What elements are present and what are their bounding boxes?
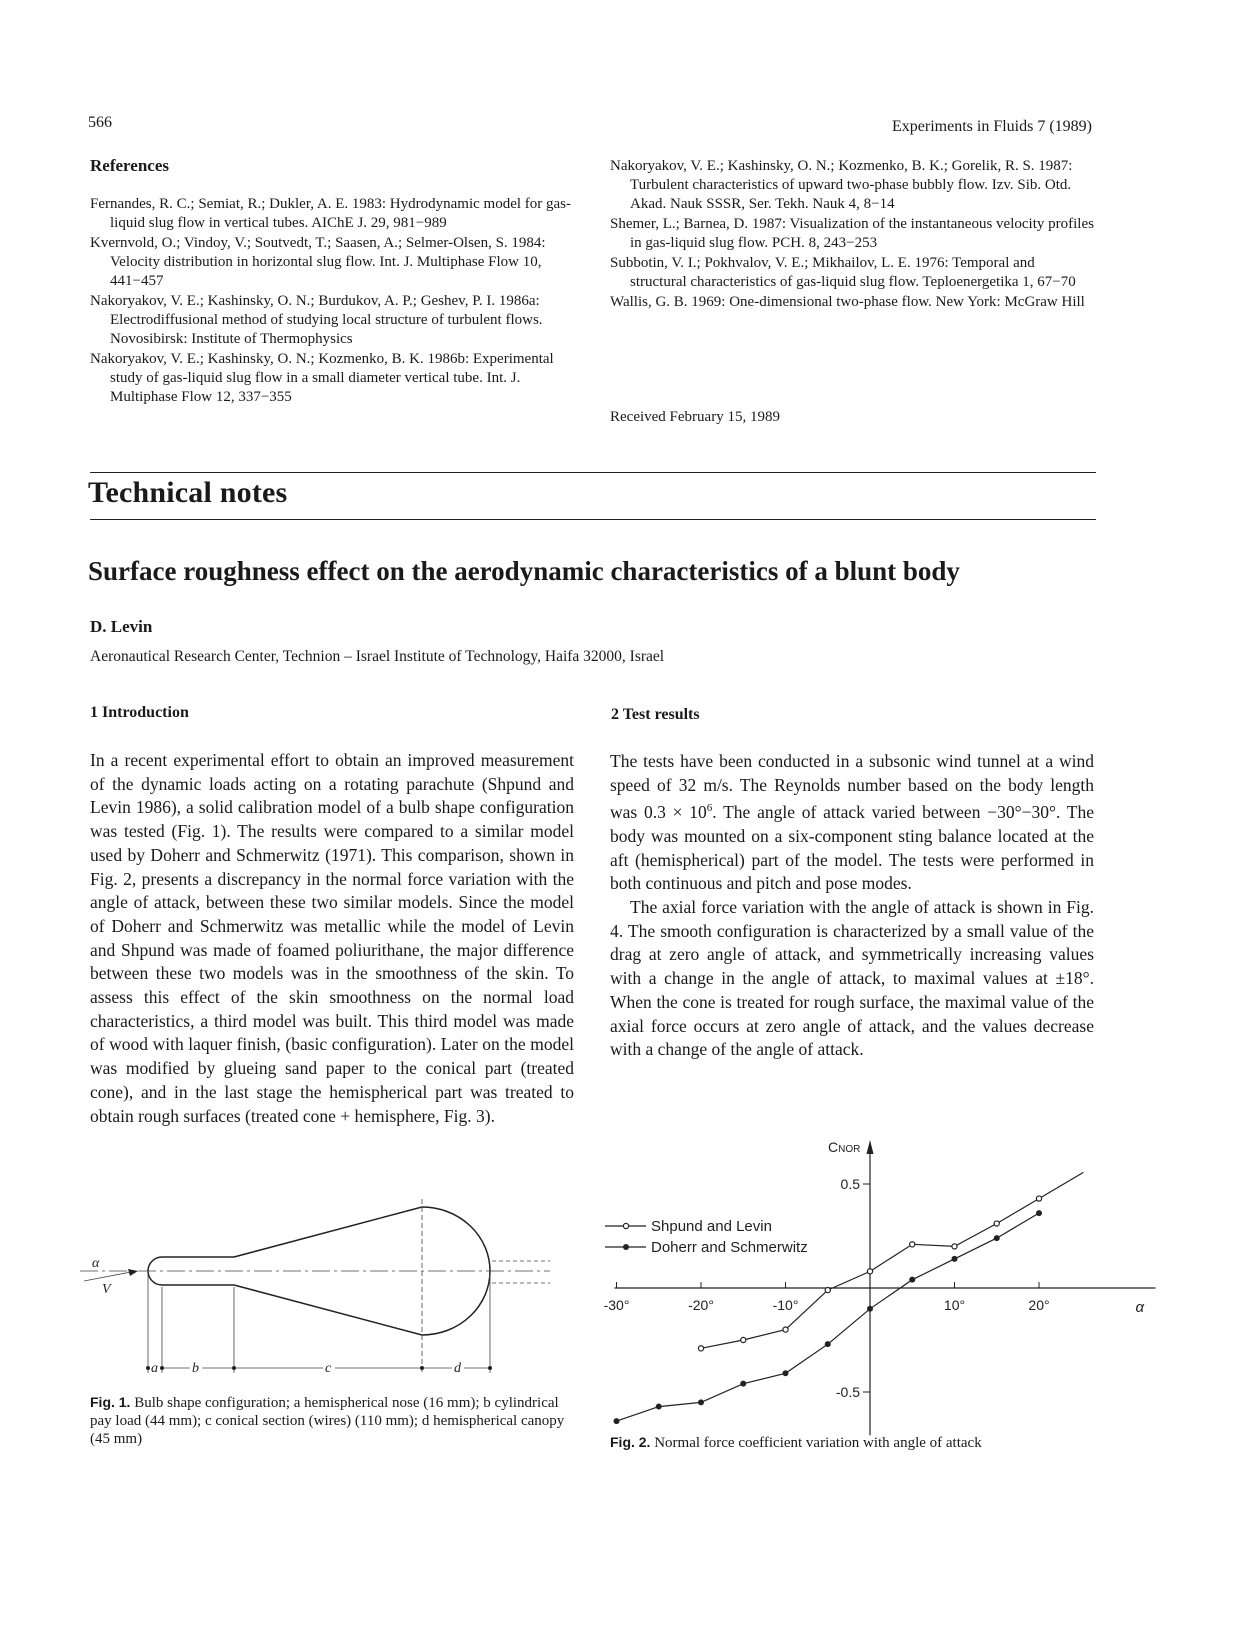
received-date: Received February 15, 1989 — [610, 409, 780, 425]
test-results-paragraph-1 — [610, 750, 1094, 896]
legend-marker-doherr — [623, 1244, 629, 1250]
dim-label-c: c — [325, 1361, 332, 1376]
x-tick-label: 10° — [943, 1297, 966, 1313]
x-tick-label: 20° — [1028, 1297, 1050, 1313]
data-point-doherr-schmerwitz — [867, 1306, 873, 1312]
data-point-doherr-schmerwitz — [614, 1418, 620, 1424]
introduction-text — [90, 749, 574, 1128]
section-heading-introduction: 1 Introduction — [90, 704, 189, 721]
data-point-doherr-schmerwitz — [825, 1341, 831, 1347]
data-point-doherr-schmerwitz — [656, 1404, 662, 1410]
reference-item: Fernandes, R. C.; Semiat, R.; Dukler, A. E. 1983: Hydrodynamic model for gas-liquid slug flow in vertical tubes. AIChE J. 29, 981−989 — [90, 196, 571, 231]
section-heading-test-results: 2 Test results — [611, 706, 700, 723]
dim-label-d: d — [454, 1361, 461, 1376]
x-axis-label: α — [1135, 1299, 1145, 1316]
reference-item: Shemer, L.; Barnea, D. 1987: Visualization of the instantaneous velocity profiles in gas-liquid slug flow. PCH. 8, 243−253 — [610, 216, 1094, 251]
data-point-shpund-levin — [994, 1221, 999, 1226]
dim-tick — [488, 1366, 492, 1370]
dim-tick — [420, 1366, 424, 1370]
legend-label-doherr: Doherr and Schmerwitz — [651, 1239, 808, 1256]
p1-text-b: . The angle of attack varied between −30°−30°. The body was mounted on a six-component sting balance located at the aft (hemispherical) part of the model. The tests were performed in both continuous and pitch and pose modes. — [610, 802, 1094, 894]
data-point-shpund-levin — [952, 1244, 957, 1249]
figure-1-caption — [90, 1393, 576, 1448]
alpha-label: α — [92, 1256, 100, 1271]
section-rule-bottom — [90, 519, 1096, 520]
y-axis-label-main: C — [828, 1139, 839, 1155]
data-point-shpund-levin — [698, 1346, 703, 1351]
dim-tick — [232, 1366, 236, 1370]
reference-item: Nakoryakov, V. E.; Kashinsky, O. N.; Kozmenko, B. K.; Gorelik, R. S. 1987: Turbulent characteristics of upward two-phase bubbly flow. Izv. Sib. Otd. Akad. Nauk SSSR, Ser. Tekh. Nauk 4, 8−14 — [610, 158, 1073, 212]
dim-label-b: b — [192, 1361, 199, 1376]
reference-item: Kvernvold, O.; Vindoy, V.; Soutvedt, T.; Saasen, A.; Selmer-Olsen, S. 1984: Velocity distribution in horizontal slug flow. Int. J. Multiphase Flow 10, 441−457 — [90, 235, 546, 289]
data-point-shpund-levin — [910, 1242, 915, 1247]
y-axis-label — [828, 1139, 860, 1155]
data-point-shpund-levin — [825, 1287, 830, 1292]
dim-tick — [160, 1366, 164, 1370]
flow-arrowhead — [128, 1269, 138, 1276]
references-right-column — [610, 157, 1094, 313]
legend — [605, 1218, 808, 1256]
reference-item: Wallis, G. B. 1969: One-dimensional two-phase flow. New York: McGraw Hill — [610, 294, 1085, 310]
cone-top — [234, 1207, 422, 1257]
section-label: Technical notes — [88, 476, 288, 509]
data-point-doherr-schmerwitz — [952, 1256, 958, 1262]
page-number: 566 — [88, 114, 112, 131]
article-title: Surface roughness effect on the aerodynamic characteristics of a blunt body — [88, 556, 960, 586]
dim-label-a: a — [151, 1361, 158, 1376]
reference-item: Nakoryakov, V. E.; Kashinsky, O. N.; Kozmenko, B. K. 1986b: Experimental study of gas-liquid slug flow in a small diameter vertical tube. Int. J. Multiphase Flow 12, 337−355 — [90, 351, 554, 405]
p1-superscript: 6 — [706, 802, 713, 815]
figure-2-caption-label: Fig. 2. — [610, 1434, 651, 1450]
legend-marker-shpund — [623, 1223, 628, 1228]
reference-item: Nakoryakov, V. E.; Kashinsky, O. N.; Burdukov, A. P.; Geshev, P. I. 1986a: Electrodiffusional method of studying local structure of turbulent flows. Novosibirsk: Institute of Thermophysics — [90, 293, 543, 347]
figure-2-chart — [600, 1130, 1145, 1430]
dim-tick — [146, 1366, 150, 1370]
article-author: D. Levin — [90, 617, 153, 636]
data-point-doherr-schmerwitz — [1036, 1210, 1042, 1216]
figure-1-caption-label: Fig. 1. — [90, 1394, 131, 1410]
p1-text-a: The tests have been conducted in a subsonic wind tunnel at a wind speed of 32 m/s. The Reynolds number based on the body length was 0.3 × 10 — [610, 751, 1094, 823]
data-point-shpund-levin — [1036, 1196, 1041, 1201]
data-point-doherr-schmerwitz — [740, 1381, 746, 1387]
section-rule-top — [90, 472, 1096, 473]
legend-label-shpund: Shpund and Levin — [651, 1218, 772, 1235]
data-point-shpund-levin — [741, 1337, 746, 1342]
article-affiliation: Aeronautical Research Center, Technion – Israel Institute of Technology, Haifa 32000, Israel — [90, 648, 665, 665]
y-axis-arrowhead — [867, 1140, 874, 1154]
introduction-paragraph: In a recent experimental effort to obtain an improved measurement of the dynamic loads acting on a rotating parachute (Shpund and Levin 1986), a solid calibration model of a bulb shape configuration was tested (Fig. 1). The results were compared to a similar model used by Doherr and Schmerwitz (1971). This comparison, shown in Fig. 2, presents a discrepancy in the normal force variation with the angle of attack, between these two similar models. Since the model of Doherr and Schmerwitz was metallic while the model of Levin and Shpund was made of foamed poliurithane, the major difference between these two models was in the smoothness of the skin. To assess this effect of the skin smoothness on the normal load characteristics, a third model was built. This third model was made of wood with laquer finish, (basic configuration). Later on the model was modified by glueing sand paper to the conical part (treated cone), and in the last stage the hemispherical part was treated to obtain rough surfaces (treated cone + hemisphere, Fig. 3). — [90, 750, 574, 1126]
data-point-doherr-schmerwitz — [783, 1370, 789, 1376]
references-heading: References — [90, 156, 169, 175]
data-point-doherr-schmerwitz — [994, 1235, 1000, 1241]
references-left-column — [90, 195, 576, 408]
figure-1-caption-text: Bulb shape configuration; a hemispherical nose (16 mm); b cylindrical pay load (44 mm); c conical section (wires) (110 mm); d hemispherical canopy (45 mm) — [90, 1395, 565, 1447]
x-tick-label: -30° — [603, 1297, 630, 1313]
data-point-doherr-schmerwitz — [698, 1399, 704, 1405]
x-tick-label: -10° — [772, 1297, 799, 1313]
test-results-paragraph-2: The axial force variation with the angle of attack is shown in Fig. 4. The smooth configuration is characterized by a small value of the drag at zero angle of attack, and symmetrically increasing values with a change in the angle of attack, to maximal values at ±18°. When the cone is treated for rough surface, the maximal value of the axial force occurs at zero angle of attack, and the values decrease with a change of the angle of attack. — [610, 897, 1094, 1060]
data-point-doherr-schmerwitz — [909, 1277, 915, 1283]
x-tick-label: -20° — [688, 1297, 714, 1313]
flow-arrow — [84, 1271, 136, 1281]
data-point-shpund-levin — [783, 1327, 788, 1332]
reference-item: Subbotin, V. I.; Pokhvalov, V. E.; Mikhailov, L. E. 1976: Temporal and structural characteristics of gas-liquid slug flow. Teploenergetika 1, 67−70 — [610, 255, 1076, 290]
data-point-shpund-levin — [867, 1269, 872, 1274]
y-tick-label: 0.5 — [840, 1176, 860, 1192]
test-results-text — [610, 750, 1094, 1062]
cone-bottom — [234, 1285, 422, 1335]
y-tick-label: -0.5 — [835, 1384, 860, 1400]
series-line-shpund-levin — [701, 1172, 1083, 1348]
journal-title: Experiments in Fluids 7 (1989) — [892, 118, 1092, 135]
figure-2-caption — [610, 1433, 1090, 1452]
y-axis-label-subscript: NOR — [838, 1144, 861, 1155]
velocity-label: V — [102, 1282, 111, 1297]
figure-1-bulb-shape — [80, 1195, 580, 1395]
figure-2-caption-text: Normal force coefficient variation with angle of attack — [654, 1435, 982, 1451]
